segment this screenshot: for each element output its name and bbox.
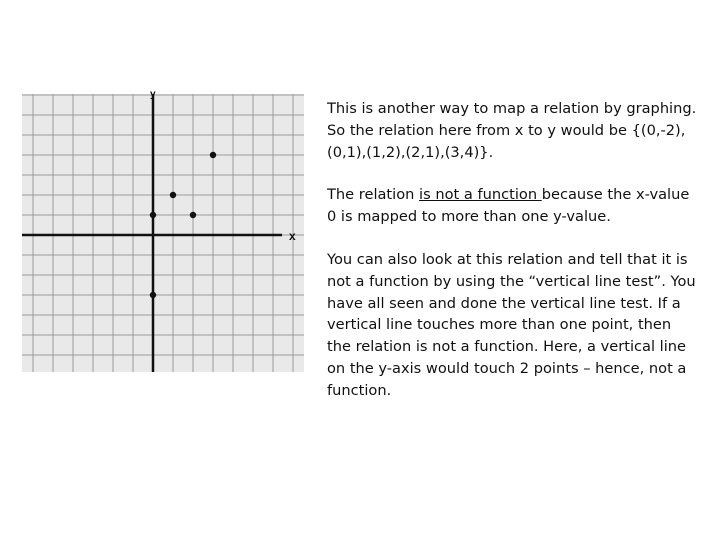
data-point bbox=[150, 212, 156, 218]
graph-background bbox=[22, 94, 304, 372]
data-point bbox=[170, 192, 176, 198]
emphasis-not-a-function: is not a function bbox=[419, 186, 542, 204]
paragraph-not-function bbox=[327, 184, 699, 228]
explanation-text bbox=[327, 98, 699, 423]
coordinate-graph bbox=[18, 90, 308, 380]
data-point bbox=[190, 212, 196, 218]
paragraph-not-function-rest: because the x-value 0 is mapped to more than one y-value. bbox=[327, 186, 690, 226]
paragraph-vertical-line-test: You can also look at this relation and tell that it is not a function by using the “vertical line test”. You have all seen and done the vertical line test. If a vertical line touches more than one point, then the relation is not a function. Here, a vertical line on the y-axis would touch 2 points – hence, not a function. bbox=[327, 250, 696, 399]
paragraph-relation: This is another way to map a relation by graphing. So the relation here from x to y would be {(0,-2),(0,1),(1,2),(2,1),(3,4)}. bbox=[327, 100, 697, 161]
x-axis-label: x bbox=[289, 229, 296, 243]
paragraph-not-function-lead: The relation bbox=[327, 186, 420, 204]
y-axis-label: y bbox=[150, 90, 156, 100]
data-point bbox=[150, 292, 156, 298]
data-point bbox=[210, 152, 216, 158]
